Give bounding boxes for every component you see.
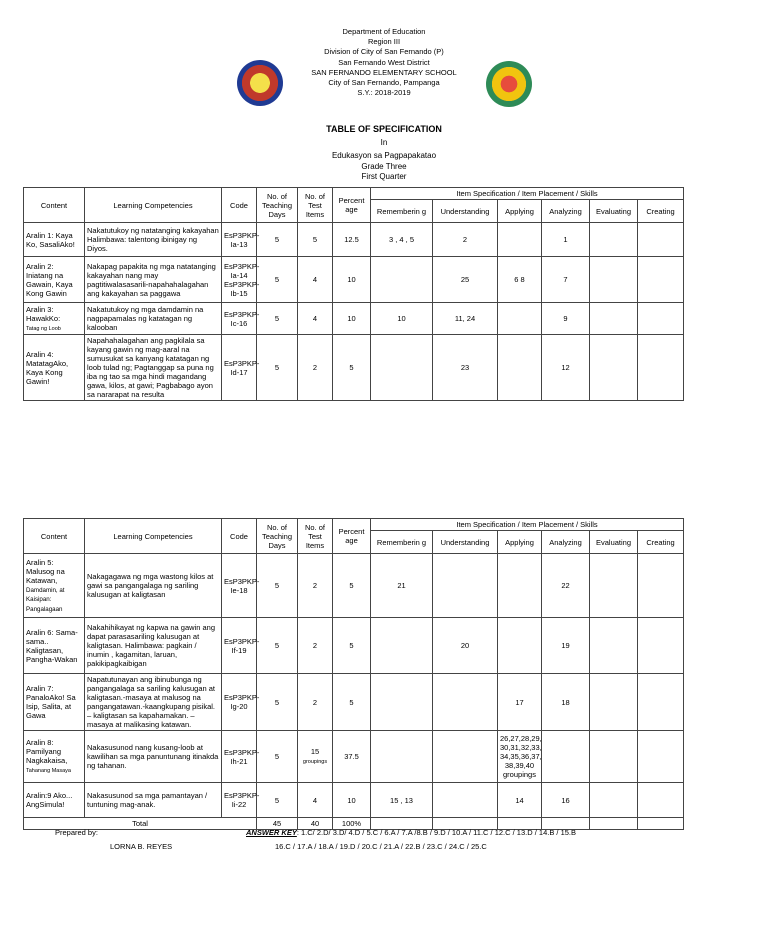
row-creating — [638, 257, 684, 303]
row-applying: 14 — [498, 783, 542, 818]
col-analyzing: Analyzing — [542, 531, 590, 554]
row-understanding: 20 — [433, 618, 498, 674]
row-days: 5 — [257, 303, 298, 335]
row-creating — [638, 303, 684, 335]
header-line: Department of Education — [342, 27, 426, 36]
col-understanding: Understanding — [433, 200, 498, 223]
total-label: Total — [24, 818, 257, 830]
row-competency: Nakasusunod nang kusang-loob at kawilihan sa mga panuntunang itinakda ng tahanan. — [85, 731, 222, 783]
row-evaluating — [590, 783, 638, 818]
row-understanding: 25 — [433, 257, 498, 303]
row-applying: 17 — [498, 674, 542, 731]
row-competency: Napatutunayan ang ibinubunga ng pangangalaga sa sariling kalusugan at kaligtasan.-masaya at malusog na pangangatawan.-kaangkupang pisikal. – kaligtasan sa kapahamakan. –masaya at malikasing katawan. — [85, 674, 222, 731]
row-content: Aralin 1: Kaya Ko, SasaliAko! — [24, 223, 85, 257]
row-content: Aralin 6: Sama-sama.. Kaligtasan, Pangha-Wakan — [24, 618, 85, 674]
col-items: No. of Test Items — [298, 188, 333, 223]
table-row — [24, 674, 684, 731]
col-analyzing: Analyzing — [542, 200, 590, 223]
col-days: No. of Teaching Days — [257, 188, 298, 223]
row-days: 5 — [257, 335, 298, 401]
col-percent: Percent age — [333, 188, 371, 223]
col-applying: Applying — [498, 200, 542, 223]
table-row — [24, 618, 684, 674]
row-percent: 5 — [333, 618, 371, 674]
answer-key-label: ANSWER KEY — [246, 828, 297, 837]
total-percent: 100% — [333, 818, 371, 830]
row-evaluating — [590, 674, 638, 731]
row-applying — [498, 223, 542, 257]
row-items: 5 — [298, 223, 333, 257]
row-analyzing: 12 — [542, 335, 590, 401]
col-evaluating: Evaluating — [590, 200, 638, 223]
col-spec: Item Specification / Item Placement / Skills — [371, 519, 684, 531]
col-remembering: Rememberin g — [371, 200, 433, 223]
col-items: No. of Test Items — [298, 519, 333, 554]
row-understanding — [433, 554, 498, 618]
table-row — [24, 335, 684, 401]
row-code: EsP3PKP-Ie-18 — [222, 554, 257, 618]
row-days: 5 — [257, 257, 298, 303]
row-analyzing: 18 — [542, 674, 590, 731]
table-row — [24, 554, 684, 618]
row-evaluating — [590, 223, 638, 257]
row-understanding — [433, 783, 498, 818]
row-days: 5 — [257, 554, 298, 618]
row-content: Aralin 2: Iniatang na Gawain, Kaya Kong Gawin — [24, 257, 85, 303]
row-content-title: Aralin 5: Malusog na Katawan, — [26, 557, 65, 585]
row-understanding: 2 — [433, 223, 498, 257]
row-items-note: groupings — [302, 759, 328, 766]
row-evaluating — [590, 335, 638, 401]
row-content-sub: Tatag ng Loob — [26, 325, 61, 332]
row-remembering — [371, 335, 433, 401]
row-evaluating — [590, 554, 638, 618]
title-grade: Grade Three — [361, 162, 407, 171]
row-applying — [498, 554, 542, 618]
row-competency: Nakasusunod sa mga pamantayan / tuntuning mag-anak. — [85, 783, 222, 818]
row-understanding — [433, 731, 498, 783]
row-percent: 10 — [333, 303, 371, 335]
row-analyzing: 9 — [542, 303, 590, 335]
row-analyzing: 16 — [542, 783, 590, 818]
col-creating: Creating — [638, 531, 684, 554]
row-remembering — [371, 257, 433, 303]
row-understanding — [433, 674, 498, 731]
header-line: Division of City of San Fernando (P) — [324, 47, 444, 57]
row-competency: Nakatutukoy ng natatanging kakayahan Halimbawa: talentong ibinigay ng Diyos. — [85, 223, 222, 257]
answer-key-line1: : 1.C/ 2.D/ 3.D/ 4.D / 5.C / 6.A / 7.A /8.B / 9.D / 10.A / 11.C / 12.C / 13.D / 14.B / 15.B — [296, 828, 577, 837]
specification-table-2 — [23, 518, 684, 830]
row-competency: Nakahihikayat ng kapwa na gawin ang dapat parasasariling kalusugan at kaligtasan. Halimbawa: pagkain / inumin , kagamitan, laruan, pakikipagkaibigan — [85, 618, 222, 674]
row-items: 2 — [298, 554, 333, 618]
row-competency: Nakapag papakita ng mga natatanging kakayahan nang may pagtitiwalasasarili-napahahalagahan ang kakayahan sa paggawa — [85, 257, 222, 303]
row-items: 4 — [298, 257, 333, 303]
row-content-title: Aralin 3: HawakKo: — [26, 304, 61, 323]
table-row — [24, 223, 684, 257]
header-line: Region III — [367, 37, 401, 47]
row-content: Aralin:9 Ako... AngSimula! — [24, 783, 85, 818]
row-percent: 5 — [333, 335, 371, 401]
row-code: EsP3PKP-If-19 — [222, 618, 257, 674]
row-items: 4 — [298, 303, 333, 335]
answer-key — [246, 828, 576, 838]
answer-key-line2: 16.C / 17.A / 18.A / 19.D / 20.C / 21.A / 22.B / 23.C / 24.C / 25.C — [275, 842, 487, 851]
preparer-name: LORNA B. REYES — [110, 842, 173, 851]
title-block — [0, 123, 768, 182]
col-competencies: Learning Competencies — [85, 519, 222, 554]
row-evaluating — [590, 731, 638, 783]
row-competency: Napahahalagahan ang pagkilala sa kayang gawin ng mag-aaral na sumusukat sa kanyang katatagan ng loob tulad ng; Pagtanggap sa puna ng iba ng tao sa mga hindi magandang gawa, kilos, at gawi; Pagbabago ayon sa nararapat na resulta — [85, 335, 222, 401]
row-remembering: 3 , 4 , 5 — [371, 223, 433, 257]
table-row — [24, 303, 684, 335]
row-days: 5 — [257, 674, 298, 731]
col-content: Content — [24, 519, 85, 554]
row-evaluating — [590, 618, 638, 674]
row-remembering — [371, 731, 433, 783]
table-row — [24, 783, 684, 818]
row-evaluating — [590, 303, 638, 335]
header-line: San Fernando West District — [338, 57, 430, 67]
row-remembering: 15 , 13 — [371, 783, 433, 818]
row-analyzing: 7 — [542, 257, 590, 303]
row-creating — [638, 223, 684, 257]
row-code: EsP3PKP-Ic-16 — [222, 303, 257, 335]
col-applying: Applying — [498, 531, 542, 554]
row-remembering: 10 — [371, 303, 433, 335]
page-title: TABLE OF SPECIFICATION — [326, 124, 442, 134]
total-items: 40 — [298, 818, 333, 830]
row-content: Aralin 4: MatatagAko, Kaya Kong Gawin! — [24, 335, 85, 401]
total-days: 45 — [257, 818, 298, 830]
row-applying — [498, 335, 542, 401]
row-percent: 37.5 — [333, 731, 371, 783]
title-subject: Edukasyon sa Pagpapakatao — [331, 151, 437, 160]
row-remembering — [371, 618, 433, 674]
row-days: 5 — [257, 618, 298, 674]
col-code: Code — [222, 188, 257, 223]
row-items: 4 — [298, 783, 333, 818]
row-code: EsP3PKP-Ig-20 — [222, 674, 257, 731]
row-content-sub: Tahanang Masaya — [26, 768, 71, 775]
row-content-title: Aralin 8: Pamilyang Nagkakaisa, — [26, 738, 68, 766]
row-items-value: 15 — [310, 747, 320, 757]
row-analyzing: 19 — [542, 618, 590, 674]
row-evaluating — [590, 257, 638, 303]
prepared-by-label: Prepared by: — [55, 828, 98, 837]
row-code: EsP3PKP-Id-17 — [222, 335, 257, 401]
row-remembering: 21 — [371, 554, 433, 618]
row-competency: Nakatutukoy ng mga damdamin na nagpapamalas ng katatagan ng kalooban — [85, 303, 222, 335]
col-spec: Item Specification / Item Placement / Skills — [371, 188, 684, 200]
row-content — [24, 554, 85, 618]
col-evaluating: Evaluating — [590, 531, 638, 554]
row-applying — [498, 618, 542, 674]
row-applying: 6 8 — [498, 257, 542, 303]
row-creating — [638, 554, 684, 618]
col-creating: Creating — [638, 200, 684, 223]
table-row — [24, 731, 684, 783]
row-percent: 5 — [333, 674, 371, 731]
row-days: 5 — [257, 223, 298, 257]
row-code: EsP3PKP-Ii-22 — [222, 783, 257, 818]
row-creating — [638, 618, 684, 674]
col-remembering: Rememberin g — [371, 531, 433, 554]
document-header — [0, 27, 768, 98]
row-items: 2 — [298, 335, 333, 401]
row-analyzing: 1 — [542, 223, 590, 257]
col-percent: Percent age — [333, 519, 371, 554]
row-understanding: 11, 24 — [433, 303, 498, 335]
col-days: No. of Teaching Days — [257, 519, 298, 554]
row-percent: 5 — [333, 554, 371, 618]
header-line: S.Y.: 2018-2019 — [357, 88, 411, 98]
row-days: 5 — [257, 731, 298, 783]
row-competency: Nakagagawa ng mga wastong kilos at gawi sa pangangalaga ng sariling kalusugan at kaligtasan — [85, 554, 222, 618]
row-creating — [638, 783, 684, 818]
row-content-sub: Damdamin, at Kaisipan: Pangalagaan — [26, 586, 65, 613]
row-code: EsP3PKP-Ia-13 — [222, 223, 257, 257]
col-code: Code — [222, 519, 257, 554]
row-items: 2 — [298, 618, 333, 674]
row-percent: 10 — [333, 257, 371, 303]
col-competencies: Learning Competencies — [85, 188, 222, 223]
title-quarter: First Quarter — [361, 172, 407, 181]
row-applying: 26,27,28,29, 30,31,32,33, 34,35,36,37, 38,39,40 groupings — [498, 731, 542, 783]
row-content: Aralin 7: PanaloAko! Sa Isip, Salita, at Gawa — [24, 674, 85, 731]
row-remembering — [371, 674, 433, 731]
row-percent: 10 — [333, 783, 371, 818]
header-line: SAN FERNANDO ELEMENTARY SCHOOL — [311, 67, 457, 77]
row-items — [298, 731, 333, 783]
row-content — [24, 303, 85, 335]
row-creating — [638, 335, 684, 401]
row-code: EsP3PKP-Ih-21 — [222, 731, 257, 783]
col-content: Content — [24, 188, 85, 223]
row-percent: 12.5 — [333, 223, 371, 257]
row-applying — [498, 303, 542, 335]
specification-table-1 — [23, 187, 684, 401]
row-days: 5 — [257, 783, 298, 818]
title-in: In — [380, 138, 388, 147]
header-line: City of San Fernando, Pampanga — [328, 78, 440, 88]
row-analyzing — [542, 731, 590, 783]
col-understanding: Understanding — [433, 531, 498, 554]
row-understanding: 23 — [433, 335, 498, 401]
row-items: 2 — [298, 674, 333, 731]
row-analyzing: 22 — [542, 554, 590, 618]
row-creating — [638, 731, 684, 783]
table-row — [24, 257, 684, 303]
row-content — [24, 731, 85, 783]
row-code: EsP3PKP-Ia-14 EsP3PKP-Ib-15 — [222, 257, 257, 303]
row-creating — [638, 674, 684, 731]
